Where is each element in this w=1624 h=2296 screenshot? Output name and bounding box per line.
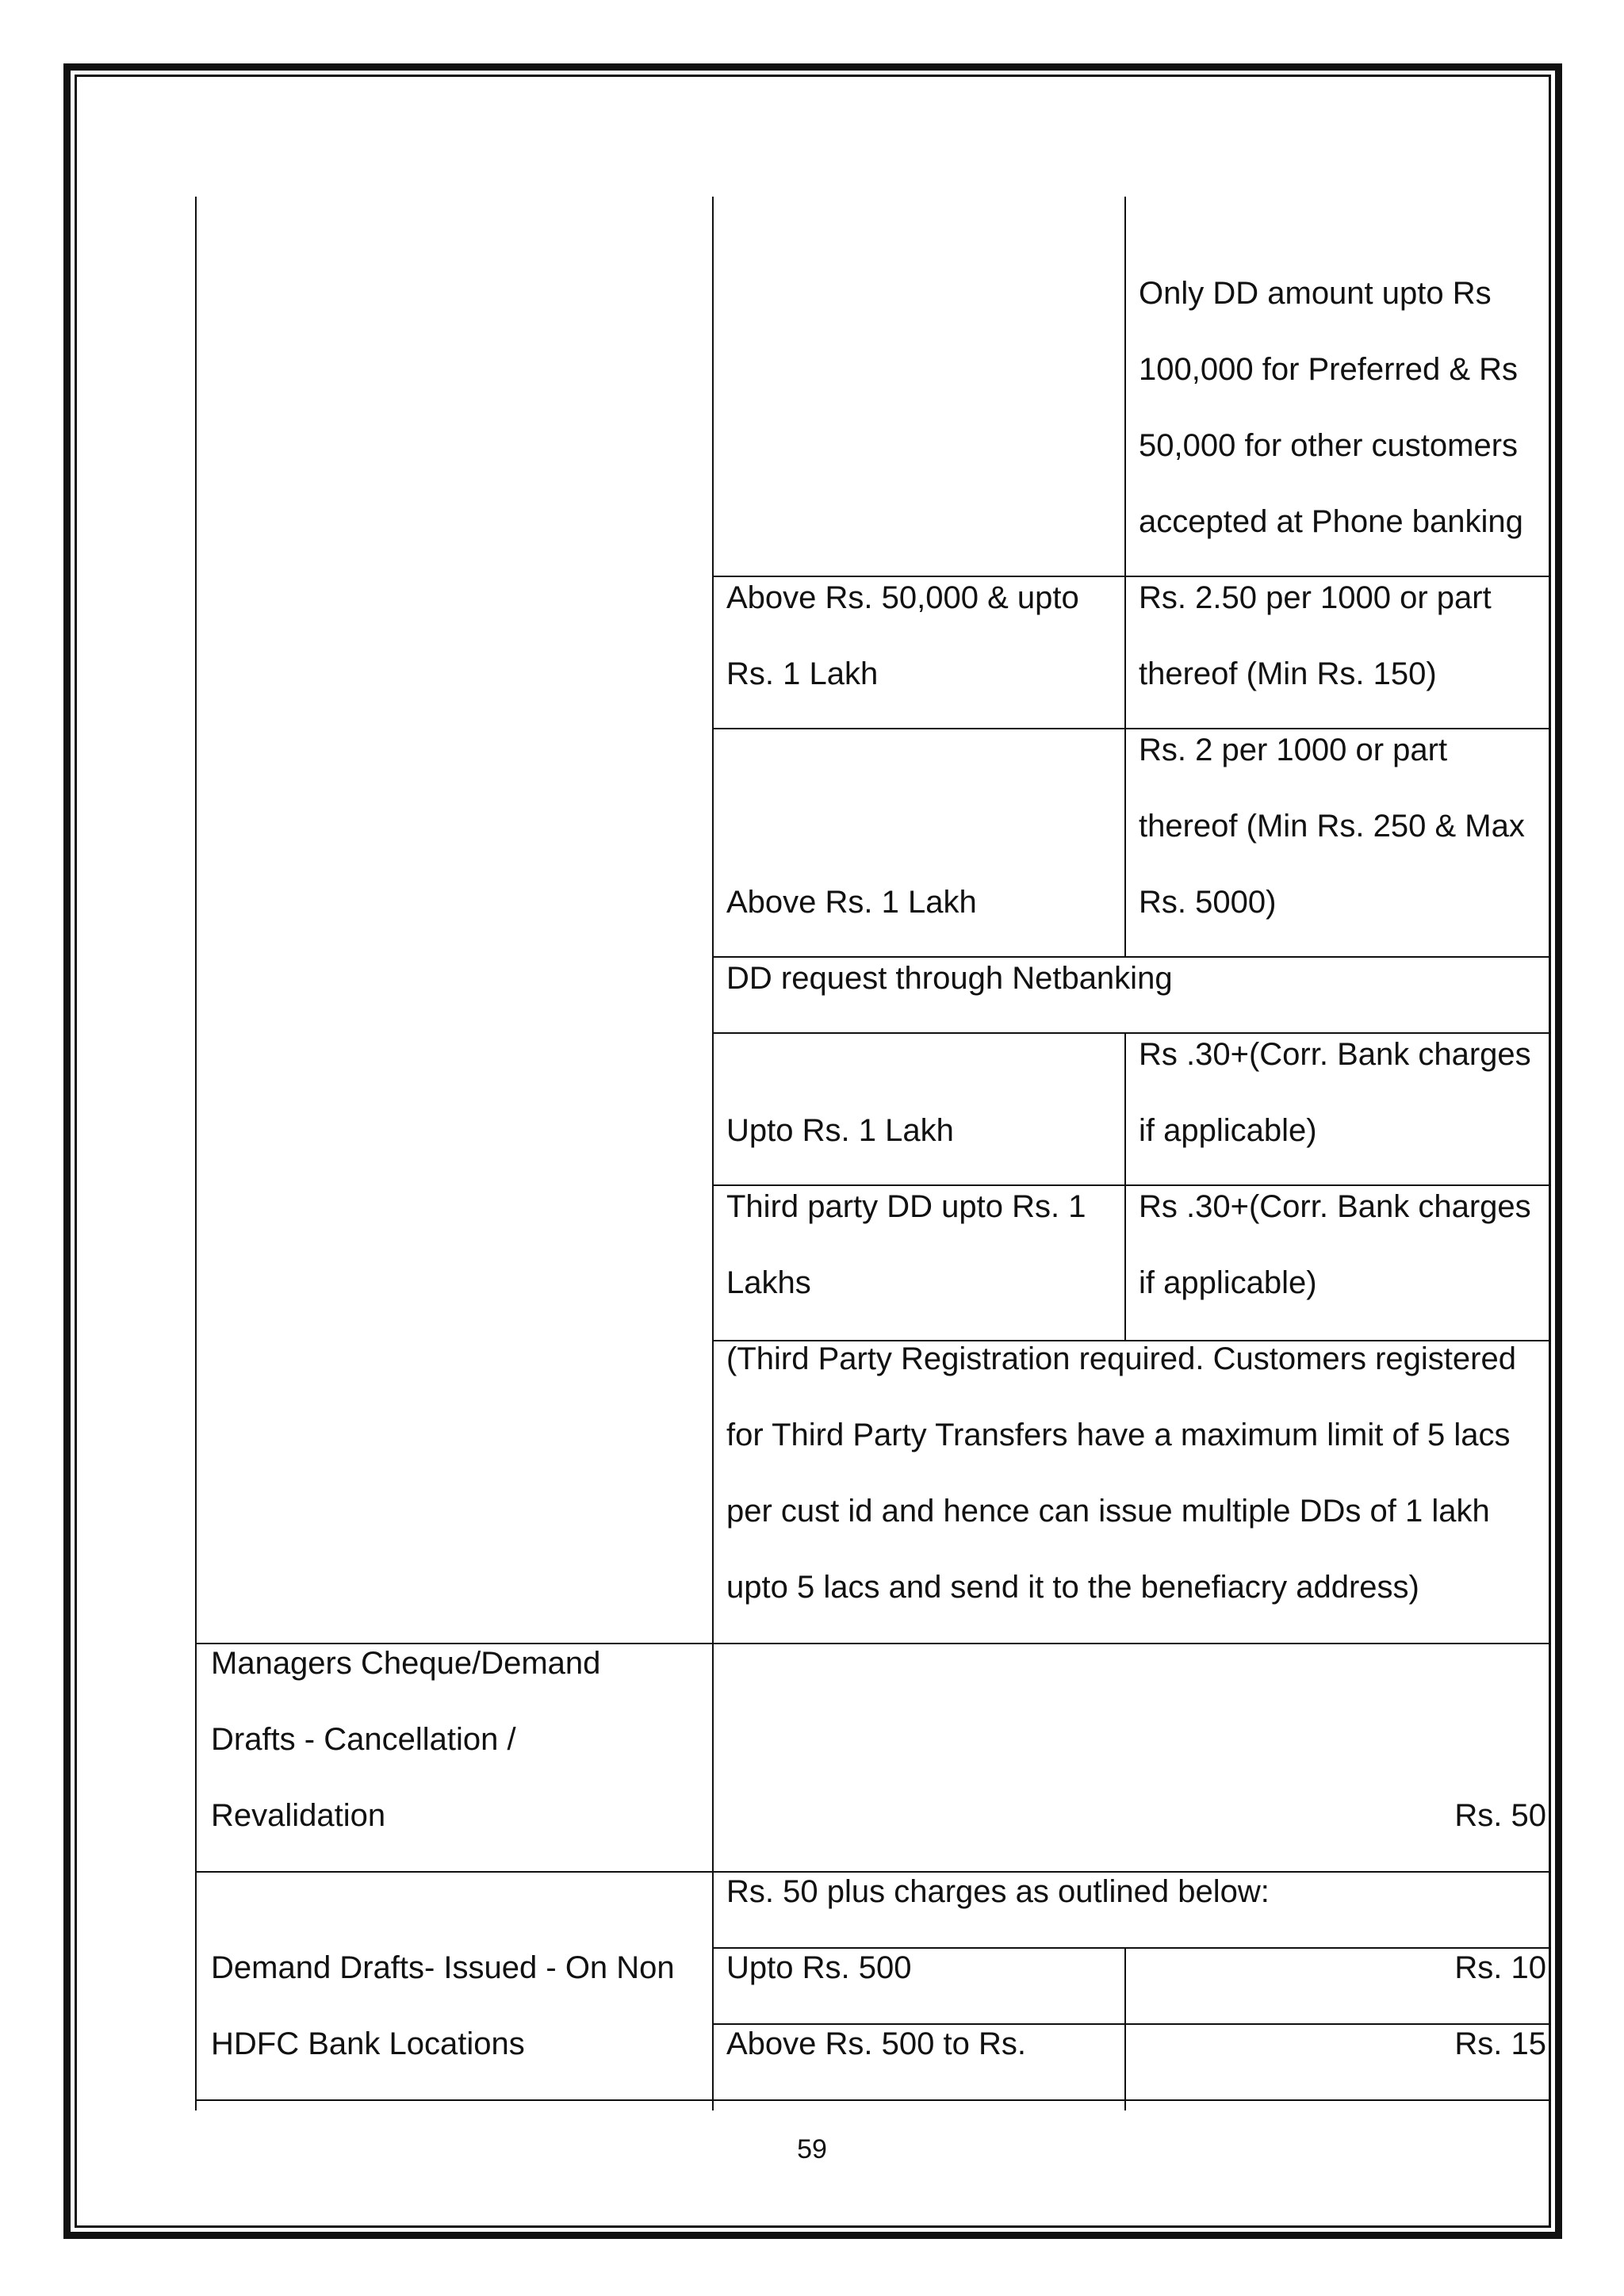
col-left-border bbox=[195, 197, 197, 2110]
cell-text: thereof (Min Rs. 250 & Max bbox=[1139, 809, 1525, 844]
cell-text: Upto Rs. 500 bbox=[726, 1950, 912, 1985]
cell-text: Rs .30+(Corr. Bank charges bbox=[1139, 1037, 1531, 1072]
col-divider-1 bbox=[712, 197, 714, 2110]
cell-text: accepted at Phone banking bbox=[1139, 504, 1523, 539]
cell-text: 100,000 for Preferred & Rs bbox=[1139, 352, 1519, 387]
row-label: Managers Cheque/Demand bbox=[211, 1646, 601, 1681]
row-label: Demand Drafts- Issued - On Non bbox=[211, 1950, 675, 1985]
cell-text: if applicable) bbox=[1139, 1113, 1317, 1148]
row-label: HDFC Bank Locations bbox=[211, 2026, 525, 2061]
cell-text: Upto Rs. 1 Lakh bbox=[726, 1113, 954, 1148]
cell-text: Rs. 2 per 1000 or part bbox=[1139, 733, 1448, 767]
cell-note: for Third Party Transfers have a maximum limit of 5 lacs bbox=[726, 1418, 1511, 1452]
charge-value: Rs. 10 bbox=[1454, 1950, 1546, 1985]
table-bottom-border bbox=[195, 2099, 1551, 2101]
cell-note: upto 5 lacs and send it to the benefiacry address) bbox=[726, 1570, 1419, 1605]
cell-text: Third party DD upto Rs. 1 bbox=[726, 1189, 1086, 1224]
cell-text: Above Rs. 50,000 & upto bbox=[726, 580, 1079, 615]
section-heading: DD request through Netbanking bbox=[726, 961, 1173, 996]
cell-note: (Third Party Registration required. Customers registered bbox=[726, 1341, 1516, 1376]
cell-text: Rs. 5000) bbox=[1139, 885, 1277, 920]
charge-value: Rs. 50 bbox=[1454, 1798, 1546, 1833]
cell-text: Above Rs. 500 to Rs. bbox=[726, 2026, 1026, 2061]
cell-text: Rs. 50 plus charges as outlined below: bbox=[726, 1874, 1270, 1909]
row-label: Revalidation bbox=[211, 1798, 386, 1833]
col-divider-2 bbox=[1124, 1032, 1126, 1341]
cell-text: Only DD amount upto Rs bbox=[1139, 276, 1492, 311]
cell-text: thereof (Min Rs. 150) bbox=[1139, 656, 1437, 691]
cell-text: Rs .30+(Corr. Bank charges bbox=[1139, 1189, 1531, 1224]
charge-value: Rs. 15 bbox=[1454, 2026, 1546, 2061]
cell-text: Lakhs bbox=[726, 1265, 811, 1300]
cell-note: per cust id and hence can issue multiple DDs of 1 lakh bbox=[726, 1494, 1490, 1529]
cell-text: Rs. 1 Lakh bbox=[726, 656, 879, 691]
col-divider-2 bbox=[1124, 1947, 1126, 2110]
cell-text: if applicable) bbox=[1139, 1265, 1317, 1300]
row-label: Drafts - Cancellation / bbox=[211, 1722, 516, 1757]
cell-text: Above Rs. 1 Lakh bbox=[726, 885, 977, 920]
cell-text: Rs. 2.50 per 1000 or part bbox=[1139, 580, 1492, 615]
cell-text: 50,000 for other customers bbox=[1139, 428, 1519, 463]
page-number: 59 bbox=[797, 2134, 827, 2164]
